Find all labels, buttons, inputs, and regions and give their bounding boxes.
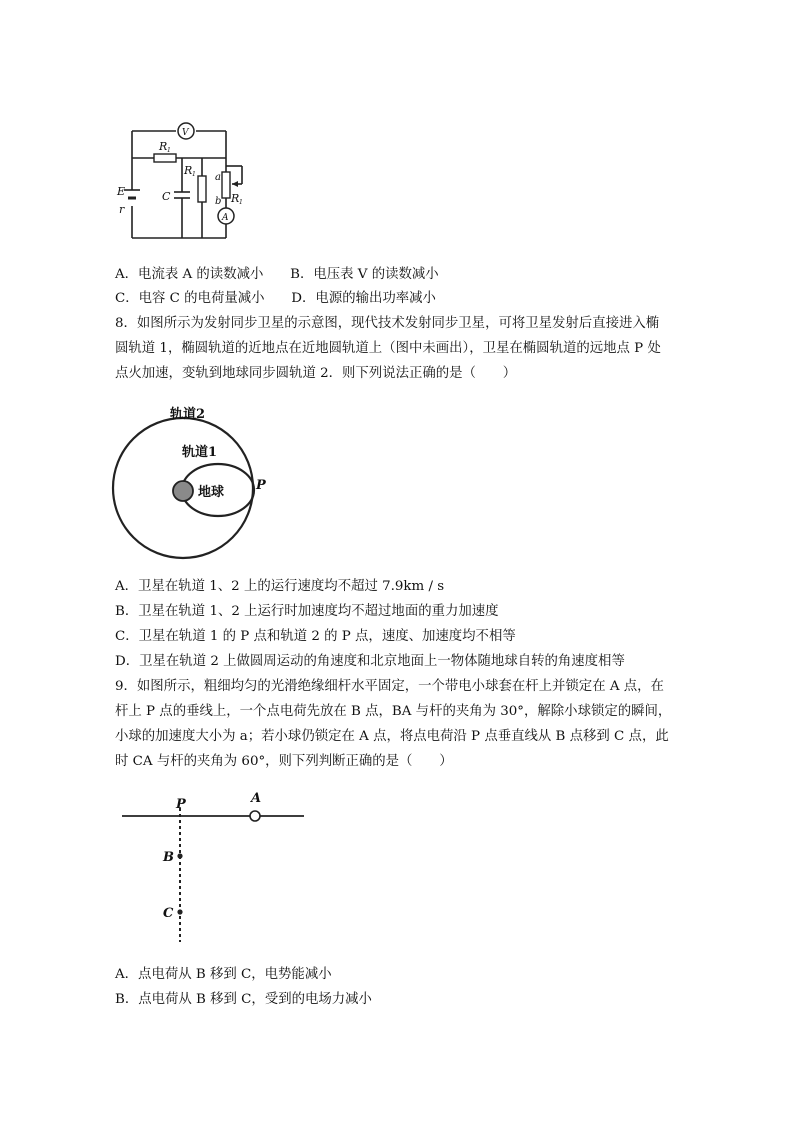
orbit-figure bbox=[110, 398, 280, 568]
point-b-label: B bbox=[163, 850, 174, 865]
q9-stem-line-4: 时 CA 与杆的夹角为 60°，则下列判断正确的是（ ） bbox=[115, 754, 453, 769]
ammeter-label: A bbox=[222, 213, 229, 223]
orbit-1-label: 轨道1 bbox=[182, 445, 218, 460]
ball-a-icon bbox=[250, 811, 260, 821]
q8-option-d: D．卫星在轨道 2 上做圆周运动的角速度和北京地面上一物体随地球自转的角速度相等 bbox=[115, 654, 625, 669]
q8-option-c: C．卫星在轨道 1 的 P 点和轨道 2 的 P 点，速度、加速度均不相等 bbox=[115, 629, 516, 644]
r-right-sub: 1 bbox=[239, 199, 243, 206]
slider-b-label: b bbox=[215, 196, 222, 207]
rod-figure bbox=[118, 786, 308, 946]
r-mid-label: R bbox=[184, 164, 193, 177]
q9-option-a: A．点电荷从 B 移到 C，电势能减小 bbox=[115, 967, 332, 982]
circuit-figure bbox=[112, 118, 252, 246]
point-c-label: C bbox=[163, 906, 174, 921]
point-c-dot bbox=[177, 909, 182, 914]
q8-option-a: A．卫星在轨道 1、2 上的运行速度均不超过 7.9km / s bbox=[115, 579, 445, 594]
earth-icon bbox=[173, 481, 193, 501]
orbit-2-label: 轨道2 bbox=[170, 407, 206, 422]
earth-label: 地球 bbox=[198, 485, 225, 500]
r-top-sub: 1 bbox=[167, 147, 171, 154]
r-mid-sub: 1 bbox=[192, 171, 196, 178]
q8-option-b: B．卫星在轨道 1、2 上运行时加速度均不超过地面的重力加速度 bbox=[115, 604, 499, 619]
q8-stem-line-2: 圆轨道 1，椭圆轨道的近地点在近地圆轨道上（图中未画出），卫星在椭圆轨道的远地点 P 处 bbox=[115, 341, 661, 356]
r-top-label: R bbox=[159, 140, 168, 153]
slider-a-label: a bbox=[215, 172, 221, 183]
q7-options-row-2: C．电容 C 的电荷量减小 D．电源的输出功率减小 bbox=[115, 291, 436, 306]
q9-stem-line-2: 杆上 P 点的垂线上，一个点电荷先放在 B 点，BA 与杆的夹角为 30°，解除小球锁定的瞬间， bbox=[115, 704, 672, 719]
point-p-label: P bbox=[176, 797, 186, 812]
point-p-label: P bbox=[256, 478, 266, 493]
capacitor-label: C bbox=[162, 190, 171, 203]
internal-resistance-label: r bbox=[119, 203, 125, 216]
point-b-dot bbox=[177, 853, 182, 858]
emf-label: E bbox=[117, 185, 126, 198]
q9-option-b: B．点电荷从 B 移到 C，受到的电场力减小 bbox=[115, 992, 372, 1007]
r-right-label: R bbox=[231, 192, 240, 205]
q7-options-row-1: A．电流表 A 的读数减小 B．电压表 V 的读数减小 bbox=[115, 267, 439, 282]
q8-stem-line-3: 点火加速，变轨到地球同步圆轨道 2．则下列说法正确的是（ ） bbox=[115, 366, 517, 381]
q9-stem-line-1: 9．如图所示，粗细均匀的光滑绝缘细杆水平固定，一个带电小球套在杆上并锁定在 A 点，在 bbox=[115, 679, 664, 694]
q8-stem-line-1: 8．如图所示为发射同步卫星的示意图，现代技术发射同步卫星，可将卫星发射后直接进入椭 bbox=[115, 316, 660, 331]
voltmeter-label: V bbox=[182, 128, 189, 138]
point-a-label: A bbox=[251, 791, 262, 806]
q9-stem-line-3: 小球的加速度大小为 a；若小球仍锁定在 A 点，将点电荷沿 P 点垂直线从 B 点移到 C 点，此 bbox=[115, 729, 669, 744]
